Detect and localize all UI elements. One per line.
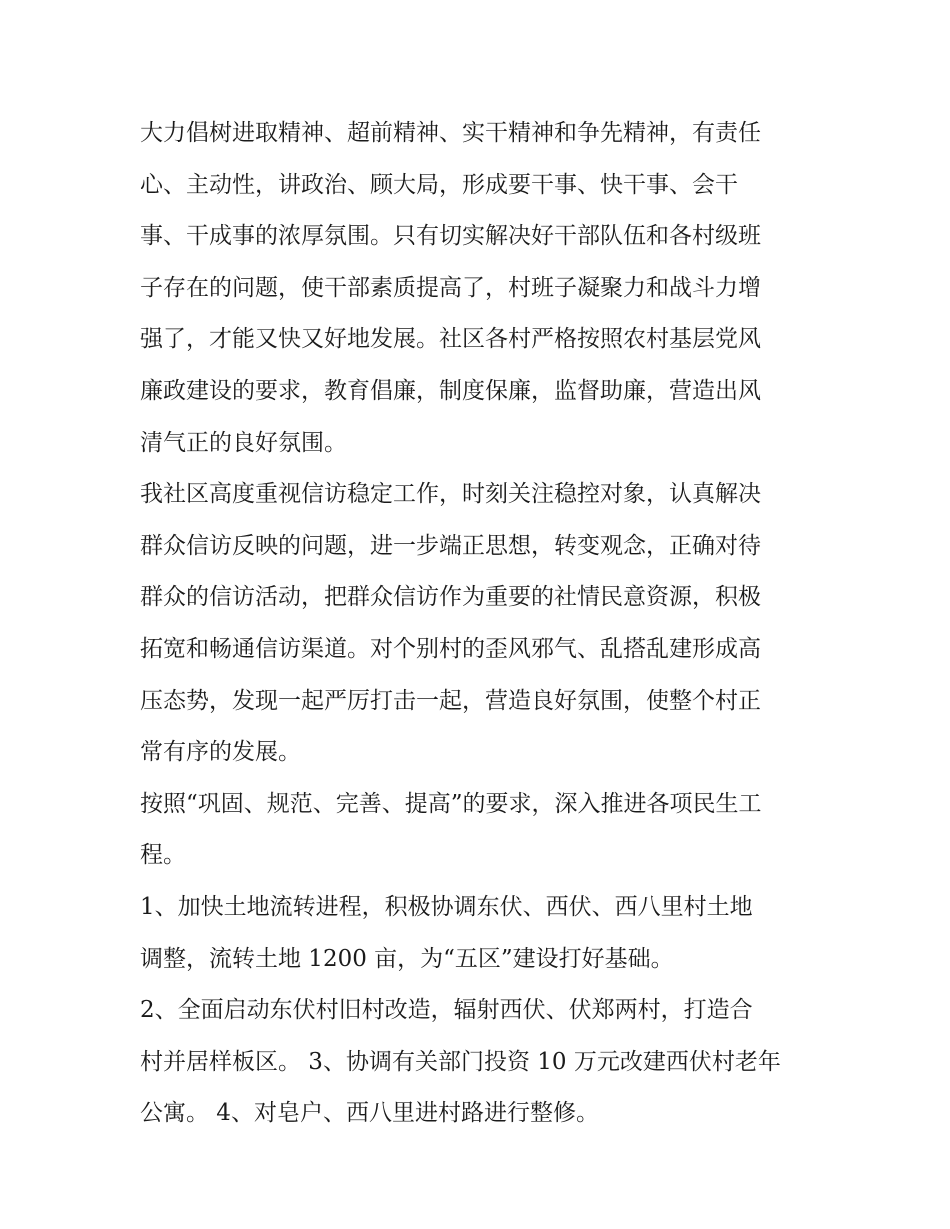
text-line: 压态势，发现一起严厉打击一起，营造良好氛围，使整个村正 — [140, 687, 761, 714]
text-line: 2、全面启动东伏村旧村改造，辐射西伏、伏郑两村，打造合 — [140, 997, 753, 1024]
text-line: 大力倡树进取精神、超前精神、实干精神和争先精神，有责任 — [140, 120, 761, 146]
text-line: 事、干成事的浓厚氛围。只有切实解决好干部队伍和各村级班 — [140, 223, 761, 250]
text-line: 廉政建设的要求，教育倡廉，制度保廉，监督助廉，营造出风 — [140, 377, 761, 404]
text-line: 程。 — [140, 842, 186, 869]
text-line: 村并居样板区。 3、协调有关部门投资 10 万元改建西伏村老年 — [140, 1048, 781, 1075]
text-line: 常有序的发展。 — [140, 739, 301, 766]
text-line: 1、加快土地流转进程，积极协调东伏、西伏、西八里村土地 — [140, 893, 753, 920]
text-line: 按照“巩固、规范、完善、提高”的要求，深入推进各项民生工 — [140, 790, 762, 817]
text-line: 我社区高度重视信访稳定工作，时刻关注稳控对象，认真解决 — [140, 481, 761, 508]
text-line: 公寓。 4、对皂户、西八里进村路进行整修。 — [140, 1100, 599, 1127]
text-line: 子存在的问题，使干部素质提高了，村班子凝聚力和战斗力增 — [140, 274, 761, 301]
text-line: 群众信访反映的问题，进一步端正思想，转变观念，正确对待 — [140, 532, 761, 559]
text-line: 拓宽和畅通信访渠道。对个别村的歪风邪气、乱搭乱建形成高 — [140, 635, 761, 662]
text-line: 调整，流转土地 1200 亩，为“五区”建设打好基础。 — [140, 945, 674, 972]
body-text — [140, 108, 820, 1140]
text-line: 心、主动性，讲政治、顾大局，形成要干事、快干事、会干 — [140, 171, 738, 198]
text-line: 群众的信访活动，把群众信访作为重要的社情民意资源，积极 — [140, 584, 761, 611]
text-line: 清气正的良好氛围。 — [140, 429, 347, 456]
text-line: 强了，才能又快又好地发展。社区各村严格按照农村基层党风 — [140, 326, 761, 353]
